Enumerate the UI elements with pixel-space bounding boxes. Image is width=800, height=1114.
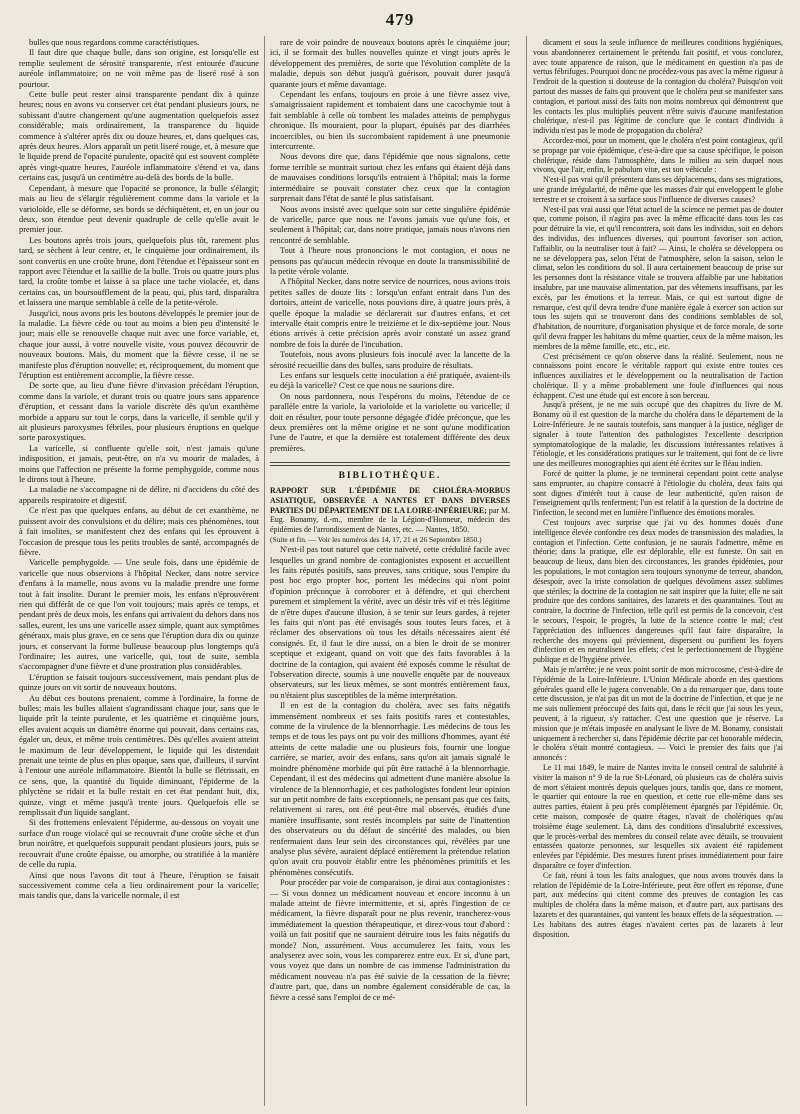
paragraph: C'est toujours avec surprise que j'ai vu des hommes doués d'une intelligence élevée confondre ces deux modes de transmission des maladies, la contagion et l'infection. Cette confusion, je ne saurais l'admettre, même en théorie; dans la pratique, elle est déplorable, elle est funeste. On sait en beaucoup de lieux, dans bien des circonstances, les grandes épidémies, pour les populations, le mot contagion sera toujours synonyme de terreur, abandon, désespoir, avec la triste consolation de quelques dévoûmens assez sublimes que stériles; la doctrine de la contagion ne sait inspirer que la fuite; elle ne sait produire que des cordons sanitaires, des lazarets et des quarantaines. Tout au contraire, la doctrine de l'infection, telle qu'il est permis de la concevoir, c'est le secours, l'espoir, le progrès, la lutte de la science contre le mal; c'est l'appréciation des influences dangereuses qu'il faut faire disparaître, la recherche des moyens qui préviennent, dispersent ou purifient les foyers d'infection et en neutralisent les effets; c'est le perfectionnement de l'hygiène publique et de l'hygiène privée. (533, 518, 783, 665)
paragraph: Cette bulle peut rester ainsi transparente pendant dix à quinze heures; nous en avons vu conserver cet état pendant plusieurs jours, ne subissant d'autre changement qu'une augmentation quelquefois assez considérable; mais ordinairement, la transparence du liquide commence à s'altérer après dix ou douze heures, et, dans quelques cas, après deux heures. Alors apparaît un petit liseré rouge, et, à mesure que le liquide prend de l'opacité purulente, opacité qui est souvent complète après vingt-quatre heures, l'auréole inflammatoire s'étend et va, dans certains cas, jusqu'à un centimètre au-delà des bords de la bulle. (19, 90, 259, 183)
section-divider (270, 462, 510, 466)
paragraph: La varicelle, si confluente qu'elle soit, n'est jamais qu'une indisposition, et jamais, peut-être, on n'a vu mourir de malades, à moins que l'affection ne présente la forme pemphygoïde, comme nous le dirons tout à l'heure. (19, 443, 259, 485)
paragraph: bulles que nous regardons comme caractéristiques. (29, 38, 200, 47)
continuation-note: (Suite et fin. — Voir les numéros des 14, 17, 21 et 26 Septembre 1850.) (270, 534, 482, 544)
paragraph: Ce fait, réuni à tous les faits analogues, que nous avons trouvés dans la relation de l'épidémie de la Loire-Inférieure, peut être offert en réponse, d'une part, aux médecins qui citent comme des preuves de contagion les cas multiples de choléra dans la même maison, et d'autre part, aux partisans des lazarets et des quarantaines, qui vantent les beaux effets de la séquestration. — Les habitans des autres étages n'avaient certes pas de lazarets à leur disposition. (533, 870, 783, 939)
paragraph: Jusqu'à présent, je ne me suis occupé que des chapitres du livre de M. Bonamy où il est question de la marche du choléra dans le département de la Loire-Inférieure. Je ne saurais toutefois, sans manquer à la justice, négliger de signaler à toute l'attention des pathologistes l'excellente description symptomatologique de la maladie, les discussions intéressantes relatives à l'étiologie, et les considérations pratiques sur le traitement, qui font de ce livre une des meilleures monographies qui aient été écrites sur le fléau indien. (533, 400, 783, 469)
paragraph: Il faut dire que chaque bulle, dans son origine, est lorsqu'elle est remplie seulement de sérosité transparente, n'est entourée d'aucune auréole inflammatoire; on ne voit même pas de liseré rosé à son pourtour. (19, 48, 259, 89)
book-citation (270, 486, 510, 535)
paragraph: Accordez-moi, pour un moment, que le choléra n'est point contagieux, qu'il se propage par voie épidémique, c'est-à-dire que sa cause spécifique, le poison cholérique, réside dans l'atmosphère, dans le milieu au sein duquel nous vivons, que l'air, enfin, le pabulum vitæ, est son véhicule : (533, 135, 783, 175)
paragraph: On nous pardonnera, nous l'espérons du moins, l'étendue de ce parallèle entre la variole, la varioloïde et la variolette ou varicelle; il doit en résulter, pour toute personne dégagée d'idée préconçue, que les deux premières ont la même origine et ne sont qu'une modification l'une de l'autre, et que la dernière est totalement différente des deux premières. (270, 391, 510, 453)
paragraph: Varicelle pemphygoïde. — Une seule fois, dans une épidémie de varicelle que nous observions à l'hôpital Necker, dans notre service d'enfans à la mamelle, nous avons vu la maladie prendre une forme tout à fait insolite. Durant le premier mois, les enfans n'éprouvèrent rien qui différât de ce que l'on voit toujours; mais après ce temps, et pendant près de deux mois, les enfans qui arrivaient du dehors dans nos salles, eurent, les uns une varicelle assez simple, quant aux symptômes généraux, mais plus grave, en ce sens que l'éruption dura dix ou quinze jours, et conservant la forme bulleuse beaucoup plus longtemps qu'à l'ordinaire; les autres, une varicelle, qui, tout de suite, sembla s'accompagner d'une fièvre et d'une prostration plus considérables. (19, 558, 259, 672)
paragraph: Mais je m'arrête; je ne veux point sortir de mon microcosme, c'est-à-dire de l'épidémie de la Loire-Inférieure. L'Union Médicale aborde en des questions générales quand elle le jugera convenable. On a du remarquer que, dans toute cette discussion, je n'ai pas dit un mot de la doctrine de l'infection, et que je ne me suis nullement préoccupé des faits qui, dans le récit que j'ai sous les yeux, peuvent, à la rigueur, s'y rattacher. C'est une question que je réserve. La mission que je m'étais imposée en analysant le livre de M. Bonamy, consistait uniquement à rechercher si, dans l'épidémie décrite par cet honorable médecin, le choléra s'était montré contagieux. — Voici le premier des faits que j'ai annoncés : (533, 665, 783, 763)
paragraph: Nous devons dire que, dans l'épidémie que nous signalons, cette forme terrible se montrait surtout chez les enfans qui étaient déjà dans de mauvaises conditions lorsqu'ils entraient à l'hôpital; mais la forme intermédiaire se pouvait constater chez ceux que la contagion surprenait dans l'état de santé le plus satisfaisant. (270, 152, 510, 204)
paragraph: Pour procéder par voie de comparaison, je dirai aux contagionistes : — Si vous donnez un médicament nouveau et encore inconnu à un malade atteint de fièvre intermittente, et si, après l'ingestion de ce médicament, la fièvre disparaît pour ne plus revenir, trancherez-vous immédiatement la question thérapeutique, et direz-vous tout d'abord : voilà un fait positif que ne sauraient détruire tous les faits négatifs du monde? Non, assurément. Vous accumulerez les faits, vous les analyserez avec soin, vous les comparerez entre eux. Et si, d'une part, vous voyez que dans un nombre de cas immense l'administration du médicament nouveau n'a pas été suivie de la cessation de la fièvre; d'autre part, que, dans un nombre également considérable de cas, la fièvre a cessé sans l'emploi de ce mé- (270, 878, 510, 1002)
paragraph: Jusqu'ici, nous avons pris les boutons développés le premier jour de la maladie. La fièvre cède ou tout au moins a bien peu d'intensité le jour; mais elle se renouvelle chaque nuit avec une force variable, et, chaque jour aussi, à votre nouvelle visite, vous pouvez découvrir de nouveaux boutons. Mais, du moment que la fièvre cesse, il ne se manifeste plus d'éruption nouvelle; et, réciproquement, du moment que l'éruption est entièrement accomplie, la fièvre cesse. (19, 308, 259, 380)
book-author: par M. Eug. Bonamy, d.-m., membre de la Légion-d'Honneur, médecin des épidémies de l'arrondissement de Nantes, etc. — Nantes, 1850. (270, 505, 510, 535)
paragraph: Ce n'est pas que quelques enfans, au début de cet exanthème, ne puissent avoir des convulsions et du délire; mais ces phénomènes, tout à fait insolites, se manifestent chez des enfans qui les éprouvent à l'occasion de presque tous les petits troubles de santé, accompagnés de fièvre. (19, 506, 259, 557)
paragraph: Les enfans sur lesquels cette inoculation a été pratiquée, avaient-ils eu déjà la varicelle? C'est ce que nous ne saurions dire. (270, 371, 510, 391)
paragraph: De sorte que, au lieu d'une fièvre d'invasion précédant l'éruption, comme dans la variole, et durant trois ou quatre jours sans apparence d'éruption, et cessant dans la variole discrète dès qu'un exanthème morbide a apparu sur tout le corps, dans la varicelle, il semble qu'il y ait plusieurs paroxysmes fébriles, pour plusieurs éruptions en quelque sorte paroxystiques. (19, 381, 259, 443)
paragraph: Si des frottemens enlevaient l'épiderme, au-dessous on voyait une surface d'un rouge violacé qui se recouvrait d'une croûte sèche et d'un brun noirâtre, et quelquefois suppurait pendant plusieurs jours, puis se recouvrait d'une croûte épaisse, ou amorphe, ou stratifiée à la manière de celle du rupia. (19, 818, 259, 870)
paragraph: rare de voir poindre de nouveaux boutons après le cinquième jour; ici, il se formait des bulles nouvelles quinze et vingt jours après le développement des premières, de sorte que l'évolution complète de la maladie, depuis son début jusqu'à guérison, pouvait durer jusqu'à quarante jours et même davantage. (270, 38, 510, 89)
paragraph: La maladie ne s'accompagne ni de délire, ni d'accidens du côté des appareils respiratoire et digestif. (19, 485, 259, 505)
paragraph: N'est-il pas vrai qu'il présentera dans ses déplacemens, dans ses migrations, une grande irrégularité, de même que les masses d'air qui enveloppent le globe terrestre et se croisent à sa surface sous l'influence de diverses causes? (533, 175, 783, 204)
paragraph: Il en est de la contagion du choléra, avec ses faits négatifs immensément nombreux et ses faits positifs rares et contestables, comme de la virulence de la blennorrhagie. Les médecins de tous les temps et de tous les pays ont pu voir des millions d'hommes, ayant été atteints de cette maladie une ou plusieurs fois, fournir une longue carrière, se marier, avoir des enfans, sans qu'on ait jamais signalé le moindre phénomène morbide qui pût être rattaché à la blennorrhagie. Cependant, il est des médecins qui admettent d'une manière absolue la virulence de la blennorrhagie, et ces pathologistes fondent leur opinion sur un petit nombre de faits exceptionnels, ne pensant pas que ces faits, relativement si rares, ont été peut-être mal observés, étudiés d'une manière insuffisante, sont restés incomplets par suite de l'inattention des observateurs ou du défaut de sincérité des malades, ou bien renfermaient dans leur sein des circonstances qui, révélées par une analyse plus sévère, auraient déplacé entièrement la prétendue relation qu'on avait cru pouvoir établir entre les phénomènes primitifs et les phénomènes consécutifs. (270, 701, 510, 877)
column-rule (526, 36, 527, 1106)
paragraph: Cependant, à mesure que l'opacité se prononce, la bulle s'élargit; mais au lieu de s'élargir régulièrement comme dans la variole et la varioloïde, elle se déforme, ses bords se déchiquètent, et, en un jour ou deux, son étendue peut devenir quadruple de celle qu'elle avait le premier jour. (19, 183, 259, 235)
column-left (19, 38, 259, 1106)
paragraph: Toutefois, nous avons plusieurs fois inoculé avec la lancette de la sérosité recueillie dans des bulles, sans produire de résultats. (270, 350, 510, 370)
section-heading: BIBLIOTHÈQUE. (338, 471, 442, 482)
paragraph: dicament et sous la seule influence de meilleures conditions hygiéniques, vous abandonnerez certainement le prétendu fait positif, et vous conclurez, avec toute apparence de raison, que le médicament en question n'a pas de vertus fébrifuges. Pourquoi donc ne procédez-vous pas avec la même rigueur à l'endroit de la question si douteuse de la contagion du choléra? Puisqu'on voit partout des masses de faits qui prouvent que le choléra peut se manifester sans contagion, et partout aussi des faits non moins nombreux qui démontrent que les contacts les plus multipliés peuvent n'être suivis d'aucune manifestation cholérique, n'est-il pas légitime de conclure que le contact d'individu à individu n'est pas le mode de propagation du choléra? (533, 38, 783, 136)
paragraph: Tout à l'heure nous prononcions le mot contagion, et nous ne pensons pas qu'aucun médecin révoque en doute la transmissibilité de la petite vérole volante. (270, 246, 510, 276)
paragraph: Forcé de quitter la plume, je ne terminerai cependant point cette analyse sans emprunter, au chapitre consacré à l'étiologie du choléra, deux faits qui sont dignes d'intérêt tout à cause de leur authenticité, qu'en raison de l'enseignement qu'ils renferment; l'un est relatif à la question de la doctrine de l'infection, le second met en lumière l'influence des émotions morales. (533, 469, 783, 518)
paragraph: Le 11 mai 1849, le maire de Nantes invita le conseil central de salubrité à visiter la maison n° 9 de la rue St-Léonard, où plusieurs cas de choléra suivis de mort s'étaient montrés depuis quelques jours, tandis que, dans ce moment, le quartier qui entoure la rue en question, et cette rue elle-même dans ses autres parties, étaient à peu près complètement épargnés par l'épidémie. Or, cette maison, composée de quatre étages, n'avait de cholériques qu'au troisième étage seulement. Là, dans des conditions d'insalubrité excessives, que le procès-verbal des membres du conseil relate avec détails, se trouvaient entassées quatorze personnes, sur lesquelles six avaient été rapidement enlevées par l'épidémie. Des mesures furent prises immédiatement pour faire disparaître ce foyer d'infection. (533, 762, 783, 870)
paragraph: Ainsi que nous l'avons dit tout à l'heure, l'éruption se faisait successivement comme cela a lieu ordinairement pour la varicelle; mais tandis que, dans la varicelle normale, il est (19, 870, 259, 901)
paragraph: A l'hôpital Necker, dans notre service de nourrices, nous avions trois petites salles de douze lits : lorsqu'un enfant entrait dans l'un des dortoirs, atteint de varicelle, nous pouvions dire, à quatre jours près, à quelle époque la maladie se déclarerait sur d'autres enfans, et cet intervalle était compris entre le treizième et le dix-septième jour. Nous étions arrivés à cette précision après avoir constaté un assez grand nombre de fois la durée de l'incubation. (270, 277, 510, 349)
column-right (533, 38, 783, 1106)
review-body (270, 545, 510, 1003)
column-rule (264, 36, 265, 1106)
paragraph: Cependant les enfans, toujours en proie à une fièvre assez vive, s'amaigrissaient rapidement et tombaient dans une cacochymie tout à fait semblable à celle où tombent les malades atteints de pemphygus chronique. Ils mouraient, pour la plupart, épuisés par des diarrhées incoercibles, ou bien ils succombaient rapidement à une pneumonie intercurrente. (270, 90, 510, 152)
column-middle (270, 38, 510, 1106)
paragraph: N'est-il pas tout naturel que cette naïveté, cette crédulité facile avec lesquelles un grand nombre de contagionistes exposent et accueillent les faits réputés positifs, sans preuves, sans critique, sous l'empire du post hoc ergo propter hoc, portent les médecins qui n'ont point d'opinion préconçue à corroborer et à défendre, et qui cherchent purement et simplement la vérité, avec un désir très vif et très légitime de n'être dupes d'aucune illusion, à se tenir sur leurs gardes, à rejeter les faits qui n'ont pas été envisagés sous toutes leurs faces, et à réclamer des observations où tous les détails nécessaires aient été consignés. Et, il faut le dire aussi, on a bien le droit de se montrer sceptique et exigeant, quand on voit que des faits favorables à la doctrine de la contagion, qui avaient été exposés comme le résultat de l'observation directe, soumis à une nouvelle enquête par de nouveaux observateurs, sur les lieux mêmes, se sont montrés entièrement faux, ou n'étaient plus susceptibles de la même interprétation. (270, 545, 510, 700)
article-continuation (270, 38, 510, 454)
paragraph: L'éruption se faisait toujours successivement, mais pendant plus de quinze jours on vit sortir de nouveaux boutons. (19, 672, 259, 693)
paragraph: Au début ces boutons prenaient, comme à l'ordinaire, la forme de bulles; mais les bulles allaient s'agrandissant chaque jour, sans que le liquide prît la teinte purulente, et les quatrième et cinquième jours, elles avaient acquis un diamètre énorme qui pouvait, dans certains cas, égaler un, deux, et même trois centimètres. Dès qu'elles avaient atteint le maximum de leur développement, le liquide qui les distendait prenait une teinte de plus en plus opaque, sans que, d'ailleurs, il survînt à l'entour une auréole inflammatoire. Bientôt la bulle se flétrissait, en ce sens, que, la quantité du liquide diminuant, l'épiderme de la phlyctène se ridait et la bulle restait en cet état pendant huit, dix, quinze, vingt et même jusqu'à trente jours. Quelquefois elle se remplissait d'un liquide sanglant. (19, 693, 259, 818)
paragraph: Nous avons insisté avec quelque soin sur cette singulière épidémie de varicelle, parce que nous ne l'avons jamais vue qu'une fois, et seulement à l'hôpital; car, dans notre pratique, jamais nous n'avons rien rencontré de semblable. (270, 204, 510, 245)
page-number: 479 (385, 10, 415, 29)
paragraph: N'est-il pas vrai aussi que l'état actuel de la science ne permet pas de douter que, comme poison, il n'agira pas avec la même efficacité dans tous les cas pour détruire la vie, et qu'il rencontrera, soit dans les individus, soit en dehors des individus, des influences diverses, qui pourront favoriser son action, l'affaiblir, ou la neutraliser tout à fait? — Ainsi, le choléra se développera ou ne se développera pas, selon l'état de l'atmosphère, selon la saison, selon le climat, selon les conditions du sol. Il aura certainement beaucoup de prise sur les personnes dont la résistance vitale se trouvera affaiblie par une habitation insalubre, par une mauvaise alimentation, par des vêtemens insuffisans, par les excès, par les émotions et la terreur. Mais, ce qui est surtout digne de remarque, c'est qu'il devra tendre d'une manière égale à exercer son action sur tous les sujets qui se trouveront dans des conditions semblables de sol, d'habitation, de nourriture, d'organisation physique et de force morale, de sorte qu'il devra frapper les habitans du même quartier, ceux de la même maison, les membres de la même famille, etc., etc., etc. (533, 204, 783, 351)
book-title: RAPPORT SUR L'ÉPIDÉMIE DE CHOLÉRA-MORBUS ASIATIQUE, OBSERVÉE A NANTES ET DANS DIVERSES PARTIES DU DÉPARTEMENT DE LA LOIRE-INFÉRIEURE; (270, 486, 510, 515)
paragraph: Les boutons après trois jours, quelquefois plus tôt, rarement plus tard, se sèchent à leur centre, et, le cinquième jour ordinairement, ils sont convertis en une croûte brune, dont l'étendue et l'épaisseur sont en rapport avec l'étendue et la saillie de la bulle. Trois ou quatre jours plus tard, la croûte tombe et laisse à sa place une tache violacée, et, dans certains cas, un boursoufflement de la peau, qui, plus tard, disparaîtra et laissera une marque semblable à celle de la petite-vérole. (19, 235, 259, 308)
paragraph: C'est précisément ce qu'on observe dans la réalité. Seulement, nous ne connaissons point encore le véritable rapport qui existe entre toutes ces influences auxiliaires et le développement ou la neutralisation de l'action cholérique. Il y a même probablement une foule d'influences qui nous échappent. C'est une étude qui est encore à son berceau. (533, 351, 783, 400)
